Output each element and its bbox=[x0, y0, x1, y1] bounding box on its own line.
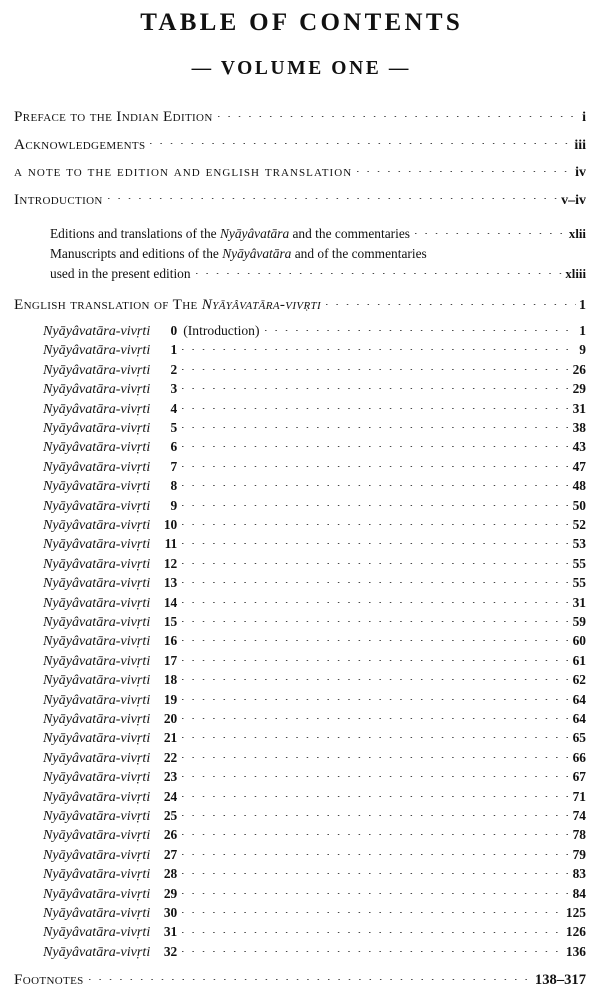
work-title-nyayavatara-vivrti: Nyāyâvatāra-vivṛti bbox=[43, 575, 151, 592]
toc-entry-vivrti[interactable] bbox=[14, 922, 586, 941]
dot-leader bbox=[182, 709, 569, 723]
toc-entry-footnotes[interactable] bbox=[14, 968, 586, 992]
toc-entry-page: 52 bbox=[572, 516, 586, 532]
toc-entry-vivrti[interactable] bbox=[14, 728, 586, 747]
toc-entry-vivrti[interactable] bbox=[14, 340, 586, 359]
vivrti-entry-list bbox=[14, 318, 586, 961]
toc-subentry-label bbox=[50, 224, 410, 243]
vivrti-number: 5 bbox=[170, 419, 178, 435]
dot-leader bbox=[182, 864, 569, 878]
page-title: TABLE OF CONTENTS bbox=[140, 9, 464, 36]
toc-entry-label: Acknowledgements bbox=[14, 135, 146, 153]
dot-leader bbox=[182, 631, 569, 645]
work-title-nyayavatara-vivrti: Nyāyâvatāra-vivṛti bbox=[43, 516, 151, 533]
vivrti-number: 14 bbox=[163, 594, 178, 610]
toc-entry-vivrti[interactable] bbox=[14, 903, 586, 922]
dot-leader bbox=[182, 398, 569, 412]
vivrti-number: 11 bbox=[164, 536, 178, 552]
toc-entry-vivrti[interactable] bbox=[14, 845, 586, 864]
toc-entry-page: 79 bbox=[572, 846, 586, 862]
toc-entry-label: a note to the edition and english translation bbox=[14, 163, 353, 181]
dot-leader bbox=[182, 592, 569, 606]
toc-entry-label: Preface to the Indian Edition bbox=[14, 108, 213, 126]
dot-leader bbox=[415, 225, 566, 238]
work-title-nyayavatara-vivrti: Nyāyâvatāra-vivṛti bbox=[43, 555, 151, 572]
work-title-nyayavatara-vivrti: Nyāyâvatāra-vivṛti bbox=[43, 613, 151, 630]
vivrti-number: 31 bbox=[163, 924, 178, 940]
toc-entry-vivrti[interactable] bbox=[14, 457, 586, 476]
vivrti-number: 9 bbox=[170, 497, 178, 513]
vivrti-number: 23 bbox=[163, 769, 178, 785]
toc-entry-page: 1 bbox=[579, 322, 586, 338]
toc-entry-vivrti[interactable] bbox=[14, 573, 586, 592]
toc-entry-page: 55 bbox=[572, 575, 586, 591]
section-prefix-text: English translation of The bbox=[14, 295, 202, 313]
toc-entry-vivrti[interactable] bbox=[14, 651, 586, 670]
vivrti-number: 28 bbox=[163, 866, 178, 882]
work-title-nyayavatara-vivrti: Nyāyâvatāra-vivṛti bbox=[43, 769, 151, 786]
toc-entry-vivrti[interactable] bbox=[14, 942, 586, 961]
footnotes-section bbox=[14, 961, 586, 992]
vivrti-number: 2 bbox=[170, 361, 178, 377]
dot-leader bbox=[182, 437, 569, 451]
vivrti-number: 13 bbox=[163, 575, 178, 591]
dot-leader bbox=[182, 728, 569, 742]
toc-entry-page: 26 bbox=[572, 361, 586, 377]
dot-leader bbox=[150, 133, 571, 148]
toc-entry-page: 55 bbox=[572, 555, 586, 571]
subentry-text-before: Manuscripts and editions of the bbox=[50, 246, 223, 262]
toc-entry-page: 38 bbox=[572, 419, 586, 435]
toc-entry-page: 83 bbox=[572, 866, 586, 882]
toc-entry-vivrti[interactable] bbox=[14, 437, 586, 456]
work-title-nyayavatara-vivrti: Nyāyâvatāra-vivṛti bbox=[43, 672, 151, 689]
dot-leader bbox=[182, 787, 569, 801]
toc-entry-page: 31 bbox=[572, 400, 586, 416]
toc-entry-page: 29 bbox=[572, 381, 586, 397]
work-title-nyayavatara-vivrti: Nyāyâvatāra-vivṛti bbox=[43, 846, 151, 863]
toc-subentry-manuscripts-line1 bbox=[14, 244, 586, 263]
toc-entry-page: 74 bbox=[572, 808, 586, 824]
dot-leader bbox=[182, 690, 569, 704]
dot-leader bbox=[182, 903, 563, 917]
toc-entry-page: 64 bbox=[572, 691, 586, 707]
toc-entry-vivrti[interactable] bbox=[14, 534, 586, 553]
work-title-nyayavatara-vivrti: Nyāyâvatāra-vivṛti bbox=[43, 924, 151, 941]
toc-entry-vivrti[interactable] bbox=[14, 321, 586, 340]
toc-entry-vivrti[interactable] bbox=[14, 787, 586, 806]
dot-leader bbox=[218, 106, 579, 121]
work-title-nyayavatara-vivrti: Nyāyâvatāra-vivṛti bbox=[43, 497, 151, 514]
dot-leader bbox=[182, 922, 563, 936]
dot-leader bbox=[182, 942, 563, 956]
vivrti-number: 4 bbox=[170, 400, 178, 416]
vivrti-number: 19 bbox=[163, 691, 178, 707]
work-title-nyayavatara-vivrti: Nyāyâvatāra-vivṛti bbox=[43, 943, 151, 960]
dot-leader bbox=[182, 651, 569, 665]
toc-entry-label bbox=[14, 293, 321, 317]
toc-entry-page: 53 bbox=[572, 536, 586, 552]
vivrti-number: 26 bbox=[163, 827, 178, 843]
toc-entry-vivrti[interactable] bbox=[14, 495, 586, 514]
toc-entry-page: 31 bbox=[572, 594, 586, 610]
toc-entry-page: 78 bbox=[572, 827, 586, 843]
vivrti-number: 18 bbox=[163, 672, 178, 688]
dot-leader bbox=[182, 457, 569, 471]
vivrti-number: 17 bbox=[163, 652, 178, 668]
dot-leader bbox=[182, 767, 569, 781]
vivrti-number: 15 bbox=[163, 613, 178, 629]
work-title-nyayavatara-vivrti: Nyāyâvatāra-vivṛti bbox=[43, 866, 151, 883]
volume-subtitle: — VOLUME ONE — bbox=[191, 57, 411, 79]
dot-leader bbox=[89, 969, 532, 984]
toc-entry-vivrti[interactable] bbox=[14, 515, 586, 534]
toc-entry-vivrti[interactable] bbox=[14, 360, 586, 379]
dot-leader bbox=[326, 294, 576, 309]
toc-entry-page: iv bbox=[575, 165, 586, 181]
toc-entry-vivrti[interactable] bbox=[14, 825, 586, 844]
toc-entry-page: 65 bbox=[572, 730, 586, 746]
dot-leader bbox=[182, 554, 569, 568]
toc-entry-vivrti[interactable] bbox=[14, 767, 586, 786]
dot-leader bbox=[357, 161, 572, 176]
toc-entry-vivrti[interactable] bbox=[14, 476, 586, 495]
toc-entry-page: 48 bbox=[572, 478, 586, 494]
vivrti-number: 21 bbox=[163, 730, 178, 746]
toc-entry-label: Footnotes bbox=[14, 971, 84, 989]
toc-entry-page: 125 bbox=[565, 905, 586, 921]
english-translation-section bbox=[14, 284, 586, 318]
work-title-nyayavatara: Nyāyâvatāra bbox=[222, 246, 292, 262]
toc-entry-vivrti[interactable] bbox=[14, 806, 586, 825]
dot-leader bbox=[108, 188, 558, 203]
toc-entry-page: 59 bbox=[572, 613, 586, 629]
toc-entry-page: 67 bbox=[572, 769, 586, 785]
dot-leader bbox=[182, 495, 569, 509]
dot-leader bbox=[182, 476, 569, 490]
dot-leader bbox=[196, 264, 563, 277]
work-title-nyayavatara-vivrti: Nyāyâvatāra-vivṛti bbox=[43, 536, 151, 553]
dot-leader bbox=[182, 748, 569, 762]
work-title-nyayavatara-vivrti: Nyāyâvatāra-vivṛti bbox=[43, 827, 151, 844]
toc-subentry-editions-translations[interactable] bbox=[14, 224, 586, 244]
work-title-nyayavatara-vivrti: Nyāyâvatāra-vivṛti bbox=[43, 633, 151, 650]
work-title-nyayavatara-vivrti: Nyāyâvatāra-vivṛti bbox=[43, 419, 151, 436]
work-title-nyayavatara-vivrti: Nyāyâvatāra-vivṛti bbox=[43, 788, 151, 805]
toc-entry-vivrti[interactable] bbox=[14, 690, 586, 709]
toc-entry-page: 61 bbox=[572, 652, 586, 668]
toc-entry-acknowledgements[interactable] bbox=[14, 132, 586, 160]
vivrti-number: 25 bbox=[163, 808, 178, 824]
toc-entry-vivrti[interactable] bbox=[14, 418, 586, 437]
subentry-text-before: Editions and translations of the bbox=[50, 226, 220, 242]
work-title-nyayavatara-vivrti: Nyāyâvatāra-vivṛti bbox=[43, 730, 151, 747]
toc-entry-vivrti[interactable] bbox=[14, 592, 586, 611]
toc-entry-page: 62 bbox=[572, 672, 586, 688]
toc-entry-page: i bbox=[582, 110, 586, 126]
toc-entry-note-on-edition[interactable] bbox=[14, 159, 586, 187]
vivrti-number: 7 bbox=[170, 458, 178, 474]
dot-leader bbox=[182, 379, 569, 393]
toc-subentry-label: used in the present edition bbox=[50, 265, 191, 281]
toc-subentry-manuscripts-line2[interactable] bbox=[14, 264, 586, 284]
toc-entry-page: 50 bbox=[572, 497, 586, 513]
toc-entry-vivrti[interactable] bbox=[14, 864, 586, 883]
vivrti-number: 32 bbox=[163, 943, 178, 959]
dot-leader bbox=[182, 418, 569, 432]
toc-subentry-page: xliii bbox=[565, 266, 586, 281]
toc-entry-page: 43 bbox=[572, 439, 586, 455]
work-title-nyayavatara-vivrti: Nyāyâvatāra-vivṛti bbox=[43, 905, 151, 922]
work-title-nyayavatara-vivrti: Nyāyâvatāra-vivṛti bbox=[43, 885, 151, 902]
dot-leader bbox=[182, 534, 569, 548]
toc-entry-label: Introduction bbox=[14, 190, 103, 208]
toc-entry-preface[interactable] bbox=[14, 104, 586, 132]
dot-leader bbox=[182, 670, 569, 684]
work-title-nyayavatara-vivrti: Nyāyâvatāra-vivṛti bbox=[43, 711, 151, 727]
vivrti-number: 20 bbox=[163, 711, 178, 726]
vivrti-number: 1 bbox=[170, 342, 178, 358]
dot-leader bbox=[182, 573, 569, 587]
toc-entry-vivrti[interactable] bbox=[14, 631, 586, 650]
vivrti-number: 12 bbox=[163, 555, 178, 571]
work-title-nyayavatara-vivrti: Nyāyâvatāra-vivṛti bbox=[43, 400, 151, 417]
dot-leader bbox=[182, 515, 569, 529]
toc-entry-introduction[interactable] bbox=[14, 187, 586, 215]
toc-entry-vivrti[interactable] bbox=[14, 398, 586, 417]
toc-entry-page: v–iv bbox=[561, 192, 586, 208]
vivrti-number: 16 bbox=[163, 633, 178, 649]
work-title-nyayavatara-vivrti: Nyāyâvatāra-vivṛti bbox=[201, 295, 322, 313]
vivrti-number: 0 bbox=[170, 322, 178, 338]
work-title-nyayavatara-vivrti: Nyāyâvatāra-vivṛti bbox=[43, 361, 151, 378]
dot-leader bbox=[182, 845, 569, 859]
toc-entry-page: 9 bbox=[579, 342, 586, 358]
vivrti-number: 30 bbox=[163, 905, 178, 921]
toc-entry-vivrti[interactable] bbox=[14, 670, 586, 689]
toc-entry-page: iii bbox=[574, 137, 586, 153]
dot-leader bbox=[182, 806, 569, 820]
work-title-nyayavatara-vivrti: Nyāyâvatāra-vivṛti bbox=[43, 439, 151, 456]
toc-entry-page: 138–317 bbox=[534, 972, 586, 989]
dot-leader bbox=[182, 612, 569, 626]
work-title-nyayavatara: Nyāyâvatāra bbox=[219, 226, 290, 242]
toc-entry-page: 60 bbox=[572, 633, 586, 649]
dot-leader bbox=[265, 321, 577, 335]
toc-entry-page: 126 bbox=[565, 924, 586, 940]
toc-subentry-page: xlii bbox=[568, 227, 586, 242]
toc-entry-vivrti[interactable] bbox=[14, 709, 586, 728]
vivrti-number: 8 bbox=[170, 478, 178, 494]
toc-entry-vivrti[interactable] bbox=[14, 612, 586, 631]
subentry-text-after: and of the commentaries bbox=[291, 246, 427, 262]
dot-leader bbox=[182, 884, 569, 898]
introduction-subentries bbox=[14, 214, 586, 284]
dot-leader bbox=[182, 340, 576, 354]
toc-entry-page: 47 bbox=[572, 458, 586, 474]
work-title-nyayavatara-vivrti: Nyāyâvatāra-vivṛti bbox=[43, 342, 151, 359]
dot-leader bbox=[182, 360, 569, 374]
vivrti-number: 29 bbox=[163, 885, 178, 901]
toc-entry-english-translation[interactable] bbox=[14, 293, 586, 318]
dot-leader bbox=[182, 825, 569, 839]
work-title-nyayavatara-vivrti: Nyāyâvatāra-vivṛti bbox=[43, 458, 151, 475]
work-title-nyayavatara-vivrti: Nyāyâvatāra-vivṛti bbox=[43, 322, 151, 339]
toc-entry-page: 1 bbox=[579, 297, 586, 313]
toc-entry-page: 64 bbox=[572, 711, 586, 726]
toc-entry-vivrti[interactable] bbox=[14, 379, 586, 398]
vivrti-number: 27 bbox=[163, 846, 178, 862]
vivrti-number: 22 bbox=[163, 749, 178, 765]
work-title-nyayavatara-vivrti: Nyāyâvatāra-vivṛti bbox=[43, 478, 151, 495]
work-title-nyayavatara-vivrti: Nyāyâvatāra-vivṛti bbox=[43, 652, 151, 669]
work-title-nyayavatara-vivrti: Nyāyâvatāra-vivṛti bbox=[43, 749, 151, 766]
work-title-nyayavatara-vivrti: Nyāyâvatāra-vivṛti bbox=[43, 808, 151, 825]
vivrti-number: 10 bbox=[163, 516, 178, 532]
subentry-text-after: and the commentaries bbox=[289, 226, 410, 242]
vivrti-number: 6 bbox=[170, 439, 178, 455]
vivrti-number: 3 bbox=[170, 381, 178, 397]
toc-entry-vivrti[interactable] bbox=[14, 884, 586, 903]
toc-entry-page: 66 bbox=[572, 749, 586, 765]
vivrti-note: (Introduction) bbox=[183, 322, 260, 338]
work-title-nyayavatara-vivrti: Nyāyâvatāra-vivṛti bbox=[43, 691, 151, 708]
toc-entry-page: 84 bbox=[572, 885, 586, 901]
vivrti-number: 24 bbox=[163, 788, 178, 804]
toc-entry-vivrti[interactable] bbox=[14, 748, 586, 767]
toc-entry-vivrti[interactable] bbox=[14, 554, 586, 573]
frontmatter-section bbox=[14, 80, 586, 214]
toc-entry-page: 71 bbox=[572, 788, 586, 804]
work-title-nyayavatara-vivrti: Nyāyâvatāra-vivṛti bbox=[43, 381, 151, 398]
work-title-nyayavatara-vivrti: Nyāyâvatāra-vivṛti bbox=[43, 594, 151, 611]
toc-entry-page: 136 bbox=[565, 943, 586, 959]
